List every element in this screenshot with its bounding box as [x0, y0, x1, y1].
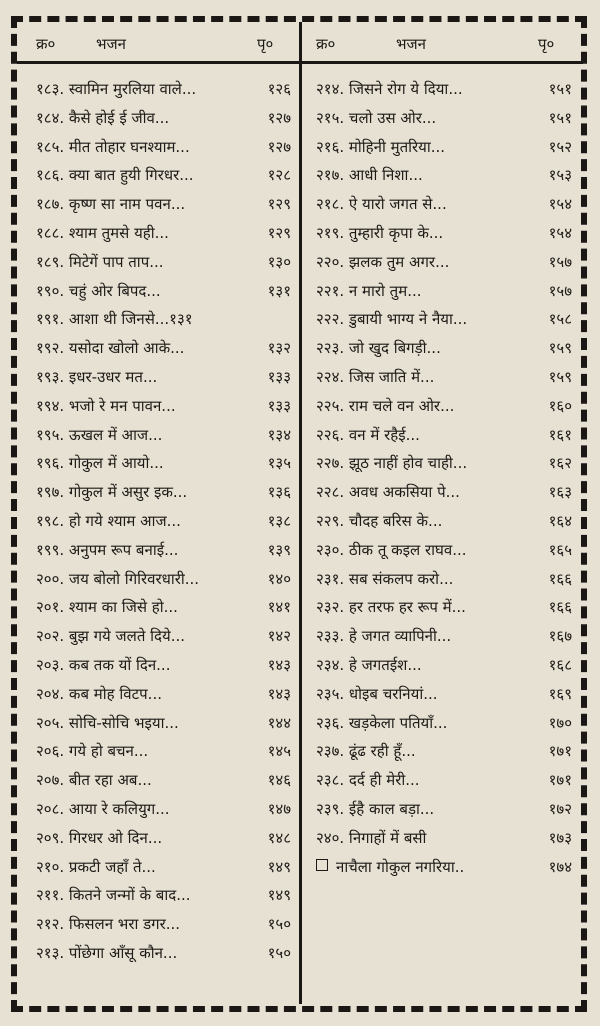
bhajan-title	[316, 854, 464, 880]
page-number: १२९	[267, 224, 291, 242]
list-item	[36, 710, 291, 736]
list-item	[316, 738, 572, 764]
bhajan-title	[36, 105, 169, 131]
list-item	[316, 393, 572, 419]
page-number: १४२	[267, 627, 291, 646]
bhajan-title	[36, 854, 156, 880]
bhajan-title-text: २३२. हर तरफ हर रूप में...	[316, 598, 466, 617]
page-number: १५०	[267, 915, 291, 934]
page-number: १५०	[267, 944, 291, 962]
bhajan-title-text: १८४. कैसे होई ई जीव...	[36, 108, 170, 127]
list-item	[316, 306, 572, 332]
bhajan-title-text: २४०. निगाहों में बसी	[316, 828, 427, 847]
bhajan-title	[36, 594, 178, 620]
page-number: १६२	[548, 454, 572, 473]
bhajan-title-text: २१९. तुम्हारी कृपा के...	[316, 224, 444, 242]
bhajan-title	[316, 652, 422, 678]
page-number: १५४	[548, 195, 572, 214]
bhajan-title-text: २२१. न मारो तुम...	[316, 281, 422, 300]
bhajan-title	[316, 479, 460, 505]
list-item	[36, 220, 291, 246]
list-item	[316, 681, 572, 707]
page-number: १४९	[267, 857, 291, 876]
bhajan-title	[316, 450, 467, 476]
bhajan-title-text: २३४. हे जगतईश...	[316, 656, 422, 674]
list-item	[36, 278, 291, 304]
bhajan-title-text: २२७. झूठ नाहीं होव चाही...	[316, 454, 468, 473]
page-number: १४१	[267, 598, 291, 617]
bhajan-title-text: १९८. हो गये श्याम आज...	[36, 512, 181, 530]
bhajan-title	[316, 594, 466, 620]
list-item	[316, 623, 572, 649]
list-item	[316, 450, 572, 476]
list-item	[36, 422, 291, 448]
header-left-num: क्र०	[36, 35, 56, 53]
page-number: १७२	[548, 800, 572, 818]
bhajan-title	[36, 393, 176, 419]
page-number: १४६	[267, 771, 291, 790]
list-item	[316, 767, 572, 793]
bhajan-title	[316, 105, 436, 131]
bhajan-title	[316, 825, 426, 851]
page-number: १५१	[548, 108, 572, 127]
page-number: १३२	[267, 339, 291, 358]
bhajan-title-text: १९०. चहुं ओर बिपद...	[36, 281, 161, 300]
list-item	[36, 796, 291, 822]
page-number: १५९	[548, 339, 572, 358]
bhajan-title	[36, 825, 162, 851]
list-item	[36, 767, 291, 793]
bhajan-title-text: २२३. जो खुद बिगड़ी...	[316, 339, 441, 358]
list-item	[316, 422, 572, 448]
bhajan-title-text: २३५. धोइब चरनियां...	[316, 684, 438, 703]
header-right-num: क्र०	[316, 35, 336, 53]
bhajan-title	[36, 220, 169, 246]
list-item	[36, 623, 291, 649]
bhajan-title-text: १८७. कृष्ण सा नाम पवन...	[36, 195, 186, 214]
list-item	[36, 940, 291, 966]
bhajan-title	[316, 422, 420, 448]
header-right-page: पृ०	[538, 35, 555, 53]
bhajan-title	[36, 623, 185, 649]
page-number: १३४	[267, 425, 291, 444]
list-item	[36, 364, 291, 390]
list-item	[316, 710, 572, 736]
page-number: १४८	[267, 828, 291, 847]
page-number: १५८	[548, 310, 572, 329]
page-number: १३८	[267, 512, 291, 530]
bhajan-title-text: २१२. फिसलन भरा डगर...	[36, 915, 181, 934]
bhajan-title	[36, 767, 152, 793]
list-item	[316, 594, 572, 620]
list-item	[36, 882, 291, 908]
list-item	[316, 249, 572, 275]
list-item	[316, 825, 572, 851]
bhajan-title-text: २१७. आधी निशा...	[316, 166, 423, 185]
page-number: १३५	[267, 454, 291, 473]
list-item	[36, 76, 291, 102]
bhajan-title	[316, 249, 449, 275]
list-item	[36, 681, 291, 707]
page-number: १७१	[548, 771, 572, 790]
page-number: १४३	[267, 684, 291, 703]
page-number: १६५	[548, 540, 572, 559]
page-number: १२८	[267, 166, 291, 185]
bhajan-title	[316, 767, 420, 793]
list-item	[316, 134, 572, 160]
bhajan-title	[316, 796, 434, 822]
page-number: १६४	[548, 512, 572, 530]
list-item	[36, 825, 291, 851]
list-item	[316, 162, 572, 188]
bhajan-title	[316, 738, 416, 764]
bhajan-title-text: २१८. ऐ यारो जगत से...	[316, 195, 447, 214]
bhajan-title	[36, 479, 187, 505]
page-number: १६८	[548, 656, 572, 674]
bhajan-title	[316, 566, 453, 592]
bhajan-title-text: १९४. भजो रे मन पावन...	[36, 396, 176, 415]
page-number: १३९	[267, 540, 291, 559]
page-number: १५९	[548, 368, 572, 386]
bhajan-title-text: २१५. चलो उस ओर...	[316, 108, 437, 127]
list-item	[316, 796, 572, 822]
bhajan-title-text: नाचैला गोकुल नगरिया..	[336, 857, 465, 876]
list-item	[316, 191, 572, 217]
bhajan-title	[36, 364, 157, 390]
bhajan-title-text: १९७. गोकुल में असुर इक...	[36, 483, 188, 502]
bhajan-title	[316, 220, 443, 246]
bhajan-title	[36, 335, 184, 361]
page-number: १२६	[267, 80, 291, 98]
page-number: १६०	[548, 396, 572, 415]
page-number: १३३	[267, 368, 291, 386]
bhajan-title-text: २२८. अवध अकसिया पे...	[316, 483, 460, 502]
bhajan-title-text: २३६. खड़केला पतियाँ...	[316, 713, 448, 732]
bhajan-title	[316, 364, 434, 390]
bhajan-title	[36, 882, 191, 908]
page-number: १६६	[548, 569, 572, 588]
bhajan-title	[36, 508, 181, 534]
page-number: १४५	[267, 742, 291, 761]
list-item	[316, 278, 572, 304]
bhajan-title	[316, 162, 423, 188]
bhajan-title-text: २००. जय बोलो गिरिवरधारी...	[36, 569, 200, 588]
bhajan-title	[36, 191, 185, 217]
list-item	[36, 249, 291, 275]
bhajan-title-text: २३७. ढूंढ रही हूँ...	[316, 742, 416, 761]
bhajan-title-text: २१६. मोहिनी मुतरिया...	[316, 137, 446, 156]
header-right-title: भजन	[396, 35, 427, 53]
bhajan-title	[316, 710, 447, 736]
bhajan-title-text: १९९. अनुपम रूप बनाई...	[36, 540, 179, 559]
list-item	[36, 450, 291, 476]
checkbox-icon	[316, 859, 328, 871]
page-number: १३१	[267, 281, 291, 300]
list-item	[36, 738, 291, 764]
list-item	[316, 105, 572, 131]
bhajan-title-text: १९६. गोकुल में आयो...	[36, 454, 164, 473]
page-number: १६७	[548, 627, 572, 646]
list-item	[36, 393, 291, 419]
bhajan-title-text: २२०. झलक तुम अगर...	[316, 252, 450, 271]
bhajan-title-text: २०१. श्याम का जिसे हो...	[36, 598, 178, 617]
bhajan-title-text: २२९. चौदह बरिस के...	[316, 512, 443, 530]
list-item	[316, 335, 572, 361]
page-number: १६६	[548, 598, 572, 617]
bhajan-title	[36, 681, 162, 707]
bhajan-title	[36, 306, 193, 332]
bhajan-title-text: २३९. ईहै काल बड़ा...	[316, 800, 435, 818]
page-number: १५२	[548, 137, 572, 156]
bhajan-title-text: १९१. आशा थी जिनसे...१३१	[36, 310, 193, 329]
page-number: १५१	[548, 80, 572, 98]
bhajan-title-text: २१४. जिसने रोग ये दिया...	[316, 80, 463, 98]
bhajan-title	[36, 537, 178, 563]
list-item	[316, 508, 572, 534]
bhajan-title-text: १८८. श्याम तुमसे यही...	[36, 224, 169, 242]
list-item	[316, 652, 572, 678]
page-number: १४४	[267, 713, 291, 732]
bhajan-title-text: २११. कितने जन्मों के बाद...	[36, 886, 191, 905]
bhajan-title	[316, 278, 422, 304]
page-number: १४०	[267, 569, 291, 588]
list-item	[36, 508, 291, 534]
bhajan-title	[316, 393, 454, 419]
bhajan-title-text: २१०. प्रकटी जहाँ ते...	[36, 857, 156, 876]
bhajan-title-text: २२२. डुबायी भाग्य ने नैया...	[316, 310, 468, 329]
page-number: १७४	[548, 857, 572, 876]
bhajan-title-text: १८५. मीत तोहार घनश्याम...	[36, 137, 190, 156]
bhajan-title-text: २०५. सोचि-सोचि भइया...	[36, 713, 179, 732]
bhajan-title	[316, 681, 438, 707]
bhajan-title-text: २१३. पोंछेगा आँसू कौन...	[36, 944, 178, 962]
page-number: १७०	[548, 713, 572, 732]
bhajan-title-text: १९५. ऊखल में आज...	[36, 425, 163, 444]
header-left-title: भजन	[96, 35, 127, 53]
bhajan-title	[36, 422, 162, 448]
page-number: १४९	[267, 886, 291, 905]
bhajan-title	[316, 335, 441, 361]
bhajan-title	[316, 623, 451, 649]
page-number: १६१	[548, 425, 572, 444]
bhajan-title-text: २३०. ठीक तू कइल राघव...	[316, 540, 467, 559]
list-item	[36, 479, 291, 505]
list-item	[36, 162, 291, 188]
bhajan-title-text: २३३. हे जगत व्यापिनी...	[316, 627, 452, 646]
page-number: १३०	[267, 252, 291, 271]
list-item	[36, 594, 291, 620]
page-number: १६९	[548, 684, 572, 703]
bhajan-title-text: २०२. बुझ गये जलते दिये...	[36, 627, 185, 646]
list-item	[36, 537, 291, 563]
bhajan-title-text: २०९. गिरधर ओ दिन...	[36, 828, 163, 847]
page-number: १७३	[548, 828, 572, 847]
list-item	[36, 652, 291, 678]
page-number: १५४	[548, 224, 572, 242]
bhajan-title	[36, 796, 170, 822]
bhajan-title	[36, 652, 170, 678]
bhajan-title	[36, 940, 177, 966]
page-number: १३३	[267, 396, 291, 415]
page-number: १४३	[267, 656, 291, 674]
bhajan-title	[316, 76, 463, 102]
list-item	[316, 479, 572, 505]
list-item	[316, 566, 572, 592]
bhajan-title-text: १९२. यसोदा खोलो आके...	[36, 339, 185, 358]
bhajan-title	[36, 710, 179, 736]
page-number: १५७	[548, 281, 572, 300]
list-item	[316, 76, 572, 102]
list-item	[36, 191, 291, 217]
page-number: १३६	[267, 483, 291, 502]
bhajan-title-text: २३८. दर्द ही मेरी...	[316, 771, 420, 790]
page-number: १७१	[548, 742, 572, 761]
bhajan-title	[316, 508, 442, 534]
bhajan-title	[36, 278, 161, 304]
bhajan-title-text: १८९. मिटेगें पाप ताप...	[36, 252, 164, 271]
bhajan-title	[316, 191, 447, 217]
page-number: १२७	[267, 137, 291, 156]
bhajan-title-text: २०६. गये हो बचन...	[36, 742, 149, 761]
page-number: १२९	[267, 195, 291, 214]
page-number: १५३	[548, 166, 572, 185]
bhajan-title	[36, 450, 164, 476]
list-item	[316, 220, 572, 246]
bhajan-title	[36, 911, 180, 937]
bhajan-title-text: २२६. वन में रहैई...	[316, 425, 420, 444]
bhajan-title-text: १८३. स्वामिन मुरलिया वाले...	[36, 80, 197, 98]
bhajan-title	[36, 249, 164, 275]
bhajan-title	[36, 566, 199, 592]
list-item	[316, 854, 572, 880]
bhajan-title-text: २२४. जिस जाति में...	[316, 368, 435, 386]
bhajan-title-text: २०३. कब तक यों दिन...	[36, 656, 171, 674]
list-item	[36, 854, 291, 880]
bhajan-title	[36, 134, 190, 160]
list-item	[36, 335, 291, 361]
bhajan-title	[36, 76, 196, 102]
bhajan-title-text: २२५. राम चले वन ओर...	[316, 396, 455, 415]
bhajan-title	[316, 306, 467, 332]
list-item	[36, 105, 291, 131]
page-number: १२७	[267, 108, 291, 127]
list-item	[316, 364, 572, 390]
bhajan-title-text: २३१. सब संकलप करो...	[316, 569, 454, 588]
list-item	[36, 306, 291, 332]
bhajan-title	[316, 134, 445, 160]
bhajan-title-text: २०८. आया रे कलियुग...	[36, 800, 170, 818]
bhajan-title-text: २०४. कब मोह विटप...	[36, 684, 162, 703]
column-divider	[299, 22, 302, 1004]
bhajan-title	[36, 162, 194, 188]
list-item	[36, 134, 291, 160]
page-number: १६३	[548, 483, 572, 502]
page-number: १४७	[267, 800, 291, 818]
bhajan-title-text: २०७. बीत रहा अब...	[36, 771, 152, 790]
bhajan-title-text: १९३. इधर-उधर मत...	[36, 368, 158, 386]
bhajan-title	[316, 537, 467, 563]
bhajan-title	[36, 738, 148, 764]
header-left-page: पृ०	[257, 35, 274, 53]
list-item	[36, 566, 291, 592]
page-number: १५७	[548, 252, 572, 271]
bhajan-title-text: १८६. क्या बात हुयी गिरधर...	[36, 166, 194, 185]
list-item	[36, 911, 291, 937]
list-item	[316, 537, 572, 563]
